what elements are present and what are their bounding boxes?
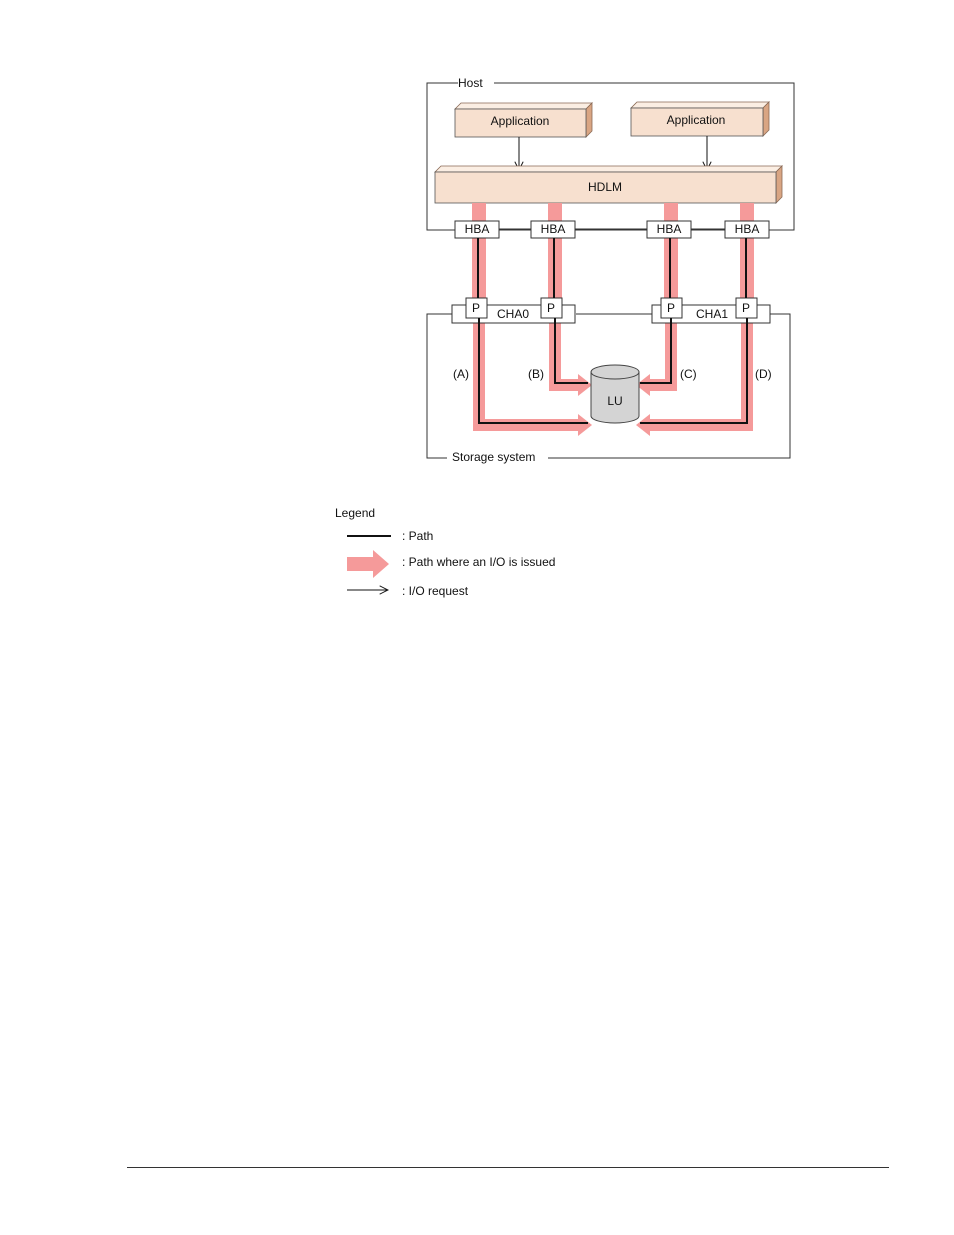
hba-label-3: HBA — [656, 222, 682, 236]
application-label-2: Application — [666, 113, 726, 127]
legend — [335, 506, 555, 598]
legend-io-arrow — [347, 550, 389, 578]
legend-label-path: : Path — [402, 529, 434, 543]
port-2 — [541, 298, 562, 318]
storage-label: Storage system — [452, 450, 536, 464]
path-label-a: (A) — [453, 367, 469, 381]
port-3 — [661, 298, 682, 318]
hba-2 — [531, 221, 575, 238]
application-box-2 — [631, 102, 769, 136]
legend-title: Legend — [335, 506, 376, 520]
hba-label-1: HBA — [464, 222, 490, 236]
cha0-label: CHA0 — [496, 307, 530, 321]
cha1-label: CHA1 — [695, 307, 729, 321]
application-box-1 — [455, 103, 592, 137]
legend-label-io: : Path where an I/O is issued — [402, 555, 556, 569]
host-label: Host — [458, 76, 483, 90]
hdlm-box — [435, 166, 782, 203]
hba-4 — [725, 221, 769, 238]
lu-cylinder — [591, 365, 639, 423]
path-label-b: (B) — [528, 367, 544, 381]
hba-label-4: HBA — [734, 222, 760, 236]
hba-3 — [647, 221, 691, 238]
port-label-4: P — [741, 301, 751, 315]
port-label-1: P — [471, 301, 481, 315]
port-label-3: P — [666, 301, 676, 315]
hdlm-label: HDLM — [587, 180, 623, 194]
port-1 — [466, 298, 487, 318]
lu-label: LU — [607, 394, 623, 408]
legend-label-request: : I/O request — [402, 584, 469, 598]
footer-rule — [127, 1167, 889, 1168]
port-4 — [736, 298, 757, 318]
port-label-2: P — [546, 301, 556, 315]
hba-1 — [455, 221, 499, 238]
path-label-c: (C) — [680, 367, 697, 381]
application-label-1: Application — [490, 114, 550, 128]
hba-label-2: HBA — [540, 222, 566, 236]
path-label-d: (D) — [755, 367, 772, 381]
